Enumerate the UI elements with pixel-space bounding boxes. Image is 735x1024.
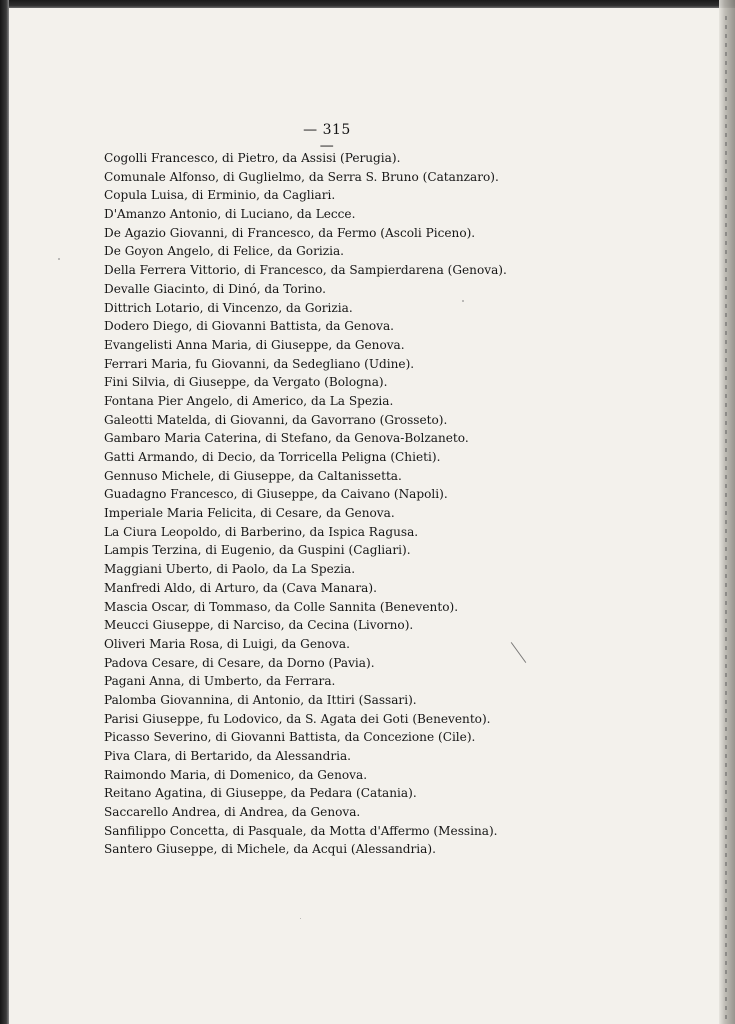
list-item: Parisi Giuseppe, fu Lodovico, da S. Agata dei Goti (Benevento). — [104, 711, 491, 726]
list-item: Palomba Giovannina, di Antonio, da Ittiri (Sassari). — [104, 692, 417, 707]
scan-left-border — [0, 0, 9, 1024]
list-item: Reitano Agatina, di Giuseppe, da Pedara (Catania). — [104, 786, 417, 801]
list-item: Ferrari Maria, fu Giovanni, da Sedegliano (Udine). — [104, 356, 415, 371]
list-item: Saccarello Andrea, di Andrea, da Genova. — [104, 805, 361, 820]
name-list — [104, 149, 624, 859]
list-item: Fini Silvia, di Giuseppe, da Vergato (Bologna). — [104, 375, 388, 390]
list-item: Manfredi Aldo, di Arturo, da (Cava Manara). — [104, 580, 377, 595]
list-item: Santero Giuseppe, di Michele, da Acqui (Alessandria). — [104, 842, 436, 857]
list-item: Devalle Giacinto, di Dinó, da Torino. — [104, 281, 326, 296]
list-item: Imperiale Maria Felicita, di Cesare, da Genova. — [104, 506, 395, 521]
list-item: Lampis Terzina, di Eugenio, da Guspini (Cagliari). — [104, 543, 411, 558]
dust-speck — [300, 918, 301, 919]
list-item: Fontana Pier Angelo, di Americo, da La Spezia. — [104, 393, 394, 408]
list-item: De Goyon Angelo, di Felice, da Gorizia. — [104, 244, 345, 259]
list-item: Gennuso Michele, di Giuseppe, da Caltanissetta. — [104, 468, 402, 483]
list-item: La Ciura Leopoldo, di Barberino, da Ispica Ragusa. — [104, 524, 419, 539]
list-item: Oliveri Maria Rosa, di Luigi, da Genova. — [104, 636, 350, 651]
list-item: Della Ferrera Vittorio, di Francesco, da Sampierdarena (Genova). — [104, 263, 507, 278]
list-item: Gatti Armando, di Decio, da Torricella Peligna (Chieti). — [104, 450, 441, 464]
list-item: Galeotti Matelda, di Giovanni, da Gavorrano (Grosseto). — [104, 412, 448, 427]
list-item: Picasso Severino, di Giovanni Battista, da Concezione (Cile). — [104, 730, 476, 745]
list-item: Padova Cesare, di Cesare, da Dorno (Pavia). — [104, 655, 375, 670]
list-item: Dittrich Lotario, di Vincenzo, da Gorizia. — [104, 300, 353, 315]
dust-speck — [58, 258, 60, 260]
list-item: Guadagno Francesco, di Giuseppe, da Caivano (Napoli). — [104, 487, 448, 502]
list-item: Evangelisti Anna Maria, di Giuseppe, da Genova. — [104, 337, 405, 352]
list-item: Gambaro Maria Caterina, di Stefano, da Genova-Bolzaneto. — [104, 431, 469, 446]
list-item: D'Amanzo Antonio, di Luciano, da Lecce. — [104, 207, 356, 222]
list-item: Dodero Diego, di Giovanni Battista, da Genova. — [104, 319, 395, 334]
list-item: Mascia Oscar, di Tommaso, da Colle Sannita (Benevento). — [104, 599, 459, 614]
list-item: Maggiani Uberto, di Paolo, da La Spezia. — [104, 562, 356, 577]
list-item: Comunale Alfonso, di Guglielmo, da Serra S. Bruno (Catanzaro). — [104, 169, 499, 184]
list-item: Sanfilippo Concetta, di Pasquale, da Motta d'Affermo (Messina). — [104, 823, 498, 838]
list-item: Meucci Giuseppe, di Narciso, da Cecina (Livorno). — [104, 618, 414, 633]
dust-speck — [462, 300, 464, 302]
list-item: Cogolli Francesco, di Pietro, da Assisi (Perugia). — [104, 151, 401, 165]
list-item: Pagani Anna, di Umberto, da Ferrara. — [104, 674, 336, 689]
list-item: De Agazio Giovanni, di Francesco, da Fermo (Ascoli Piceno). — [104, 225, 476, 240]
list-item: Piva Clara, di Bertarido, da Alessandria. — [104, 749, 352, 763]
list-item: Raimondo Maria, di Domenico, da Genova. — [104, 767, 368, 782]
list-item: Copula Luisa, di Erminio, da Cagliari. — [104, 188, 336, 203]
page-number: — 315 — — [303, 122, 351, 154]
scan-right-binding-edge — [719, 0, 735, 1024]
scan-top-border — [0, 0, 735, 8]
